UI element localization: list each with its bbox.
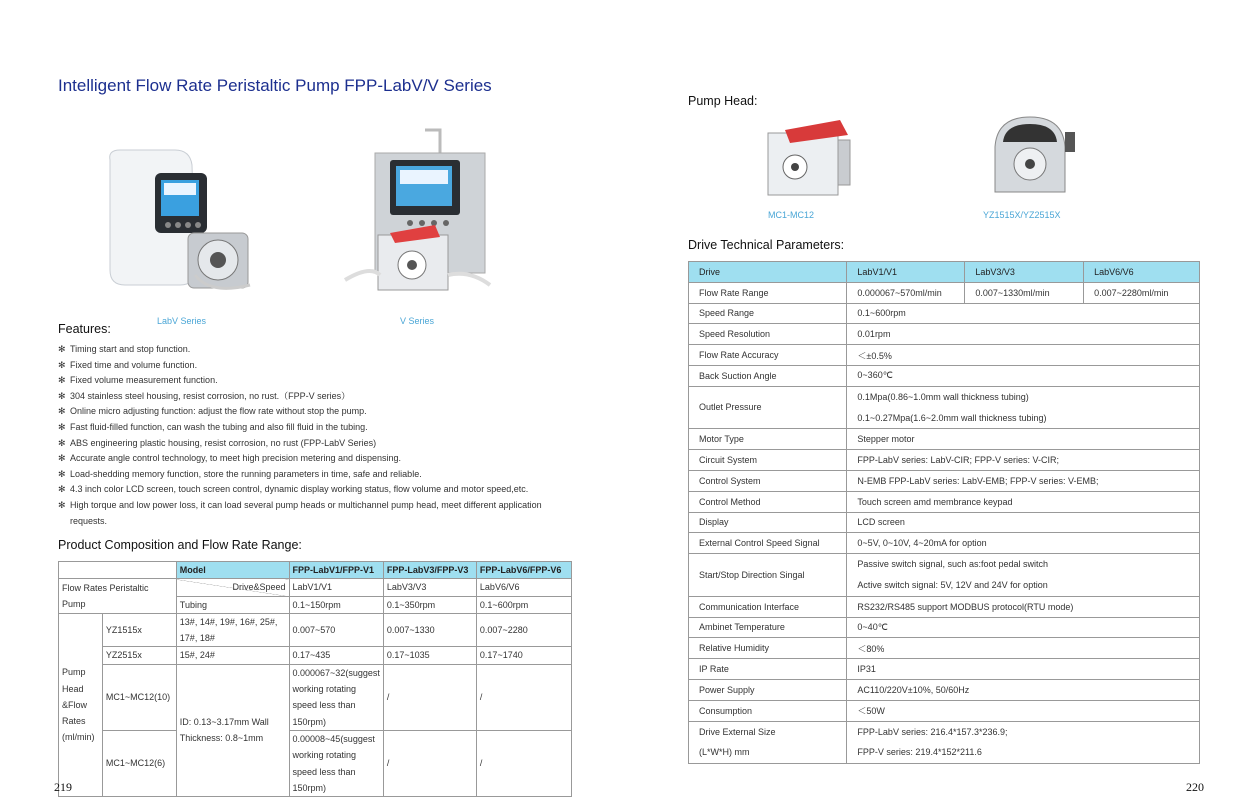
table-row: Circuit System FPP-LabV series: LabV-CIR; FPP-V series: V-CIR; [689, 450, 1200, 471]
mc-pump-head-image [760, 115, 855, 200]
list-item: ✻ ABS engineering plastic housing, resist corrosion, no rust (FPP-LabV Series) [58, 436, 568, 452]
table-row: Consumption ＜50W [689, 700, 1200, 721]
table-row: Control Method Touch screen amd membrance keypad [689, 491, 1200, 512]
pump-head-caption-mc: MC1-MC12 [768, 210, 815, 220]
table-row: Back Suction Angle 0~360℃ [689, 365, 1200, 386]
labv-pump-image [100, 145, 260, 305]
table-row: MC1~MC12(10) ID: 0.13~3.17mm Wall Thickness: 0.8~1mm 0.000067~32(suggest working rotating speed less than 150rpm) / / [59, 664, 572, 730]
table-row: Pump Head &Flow Rates (ml/min) YZ1515x 13#, 14#, 19#, 16#, 25#, 17#, 18# 0.007~570 0.007~1330 0.007~2280 [59, 613, 572, 647]
bullet-icon: ✻ [58, 359, 66, 370]
table-row: IP Rate IP31 [689, 659, 1200, 680]
table-row: External Control Speed Signal 0~5V, 0~10V, 4~20mA for option [689, 533, 1200, 554]
pump-head-heading: Pump Head: [688, 94, 758, 108]
product-caption-labv: LabV Series [157, 316, 207, 326]
bullet-icon: ✻ [58, 499, 66, 510]
list-item: ✻ Accurate angle control technology, to meet high precision metering and dispensing. [58, 451, 568, 467]
v-series-pump-image [340, 125, 500, 305]
table-row: Display LCD screen [689, 512, 1200, 533]
list-item: ✻ Timing start and stop function. [58, 342, 568, 358]
bullet-icon: ✻ [58, 468, 66, 479]
list-item: ✻ Online micro adjusting function: adjust the flow rate without stop the pump. [58, 404, 568, 420]
table-row: Outlet Pressure 0.1Mpa(0.86~1.0mm wall thickness tubing) 0.1~0.27Mpa(1.6~2.0mm wall thickness tubing) [689, 386, 1200, 429]
bullet-icon: ✻ [58, 421, 66, 432]
table-row: Communication Interface RS232/RS485 support MODBUS protocol(RTU mode) [689, 596, 1200, 617]
table-row: Control System N-EMB FPP-LabV series: LabV-EMB; FPP-V series: V-EMB; [689, 470, 1200, 491]
table-row: Flow Rate Range 0.000067~570ml/min 0.007~1330ml/min 0.007~2280ml/min [689, 282, 1200, 303]
bullet-icon: ✻ [58, 344, 66, 354]
list-item: ✻ Fixed volume measurement function. [58, 373, 568, 389]
page-number-right: 220 [1186, 780, 1204, 794]
table-row: Flow Rates Peristaltic Pump Drive&Speed LabV1/V1 LabV3/V3 LabV6/V6 [59, 579, 572, 596]
table-row: YZ2515x 15#, 24# 0.17~435 0.17~1035 0.17~1740 [59, 647, 572, 664]
list-item: ✻ Load-shedding memory function, store the running parameters in time, safe and reliable. [58, 467, 568, 483]
page-number-left: 219 [54, 780, 72, 794]
table-row: Ambinet Temperature 0~40℃ [689, 617, 1200, 638]
table-row: Speed Range 0.1~600rpm [689, 303, 1200, 324]
page-title: Intelligent Flow Rate Peristaltic Pump FPP-LabV/V Series [58, 76, 492, 95]
table-row: Model FPP-LabV1/FPP-V1 FPP-LabV3/FPP-V3 FPP-LabV6/FPP-V6 [59, 562, 572, 579]
features-list [58, 342, 568, 529]
bullet-icon: ✻ [58, 437, 66, 448]
bullet-icon: ✻ [58, 406, 66, 417]
pump-head-caption-yz: YZ1515X/YZ2515X [983, 210, 1061, 220]
list-item: ✻ High torque and low power loss, it can load several pump heads or multichannel pump head, meet different application requests. [58, 499, 542, 526]
table-row: Relative Humidity ＜80% [689, 638, 1200, 659]
list-item: ✻ Fast fluid-filled function, can wash the tubing and also fill fluid in the tubing. [58, 420, 568, 436]
list-item: ✻ 4.3 inch color LCD screen, touch screen control, dynamic display working status, flow volume and motor speed,etc. [58, 482, 568, 498]
bullet-icon: ✻ [58, 390, 66, 401]
table-row: Drive External Size (L*W*H) mm FPP-LabV series: 216.4*157.3*236.9; FPP-V series: 219.4*152*211.6 [689, 721, 1200, 764]
yz-pump-head-image [985, 112, 1080, 202]
drive-parameters-table [688, 261, 1200, 764]
table-row: MC1~MC12(6) 0.00008~45(suggest working rotating speed less than 150rpm) / / [59, 730, 572, 796]
drive-heading: Drive Technical Parameters: [688, 238, 845, 252]
bullet-icon: ✻ [58, 375, 66, 386]
bullet-icon: ✻ [58, 453, 66, 464]
table-row: Motor Type Stepper motor [689, 429, 1200, 450]
composition-heading: Product Composition and Flow Rate Range: [58, 538, 302, 552]
table-row: Tubing 0.1~150rpm 0.1~350rpm 0.1~600rpm [59, 596, 572, 613]
product-caption-v: V Series [400, 316, 435, 326]
table-row: Speed Resolution 0.01rpm [689, 324, 1200, 345]
table-row: Power Supply AC110/220V±10%, 50/60Hz [689, 679, 1200, 700]
list-item: ✻ 304 stainless steel housing, resist corrosion, no rust.（FPP-V series） [58, 389, 568, 405]
table-row: Start/Stop Direction Singal Passive switch signal, such as:foot pedal switch Active switch signal: 5V, 12V and 24V for option [689, 554, 1200, 597]
table-row: Drive LabV1/V1 LabV3/V3 LabV6/V6 [689, 262, 1200, 283]
composition-table [58, 561, 572, 797]
table-row: Flow Rate Accuracy ＜±0.5% [689, 345, 1200, 366]
features-heading: Features: [58, 322, 111, 336]
list-item: ✻ Fixed time and volume function. [58, 358, 568, 374]
bullet-icon: ✻ [58, 484, 66, 495]
